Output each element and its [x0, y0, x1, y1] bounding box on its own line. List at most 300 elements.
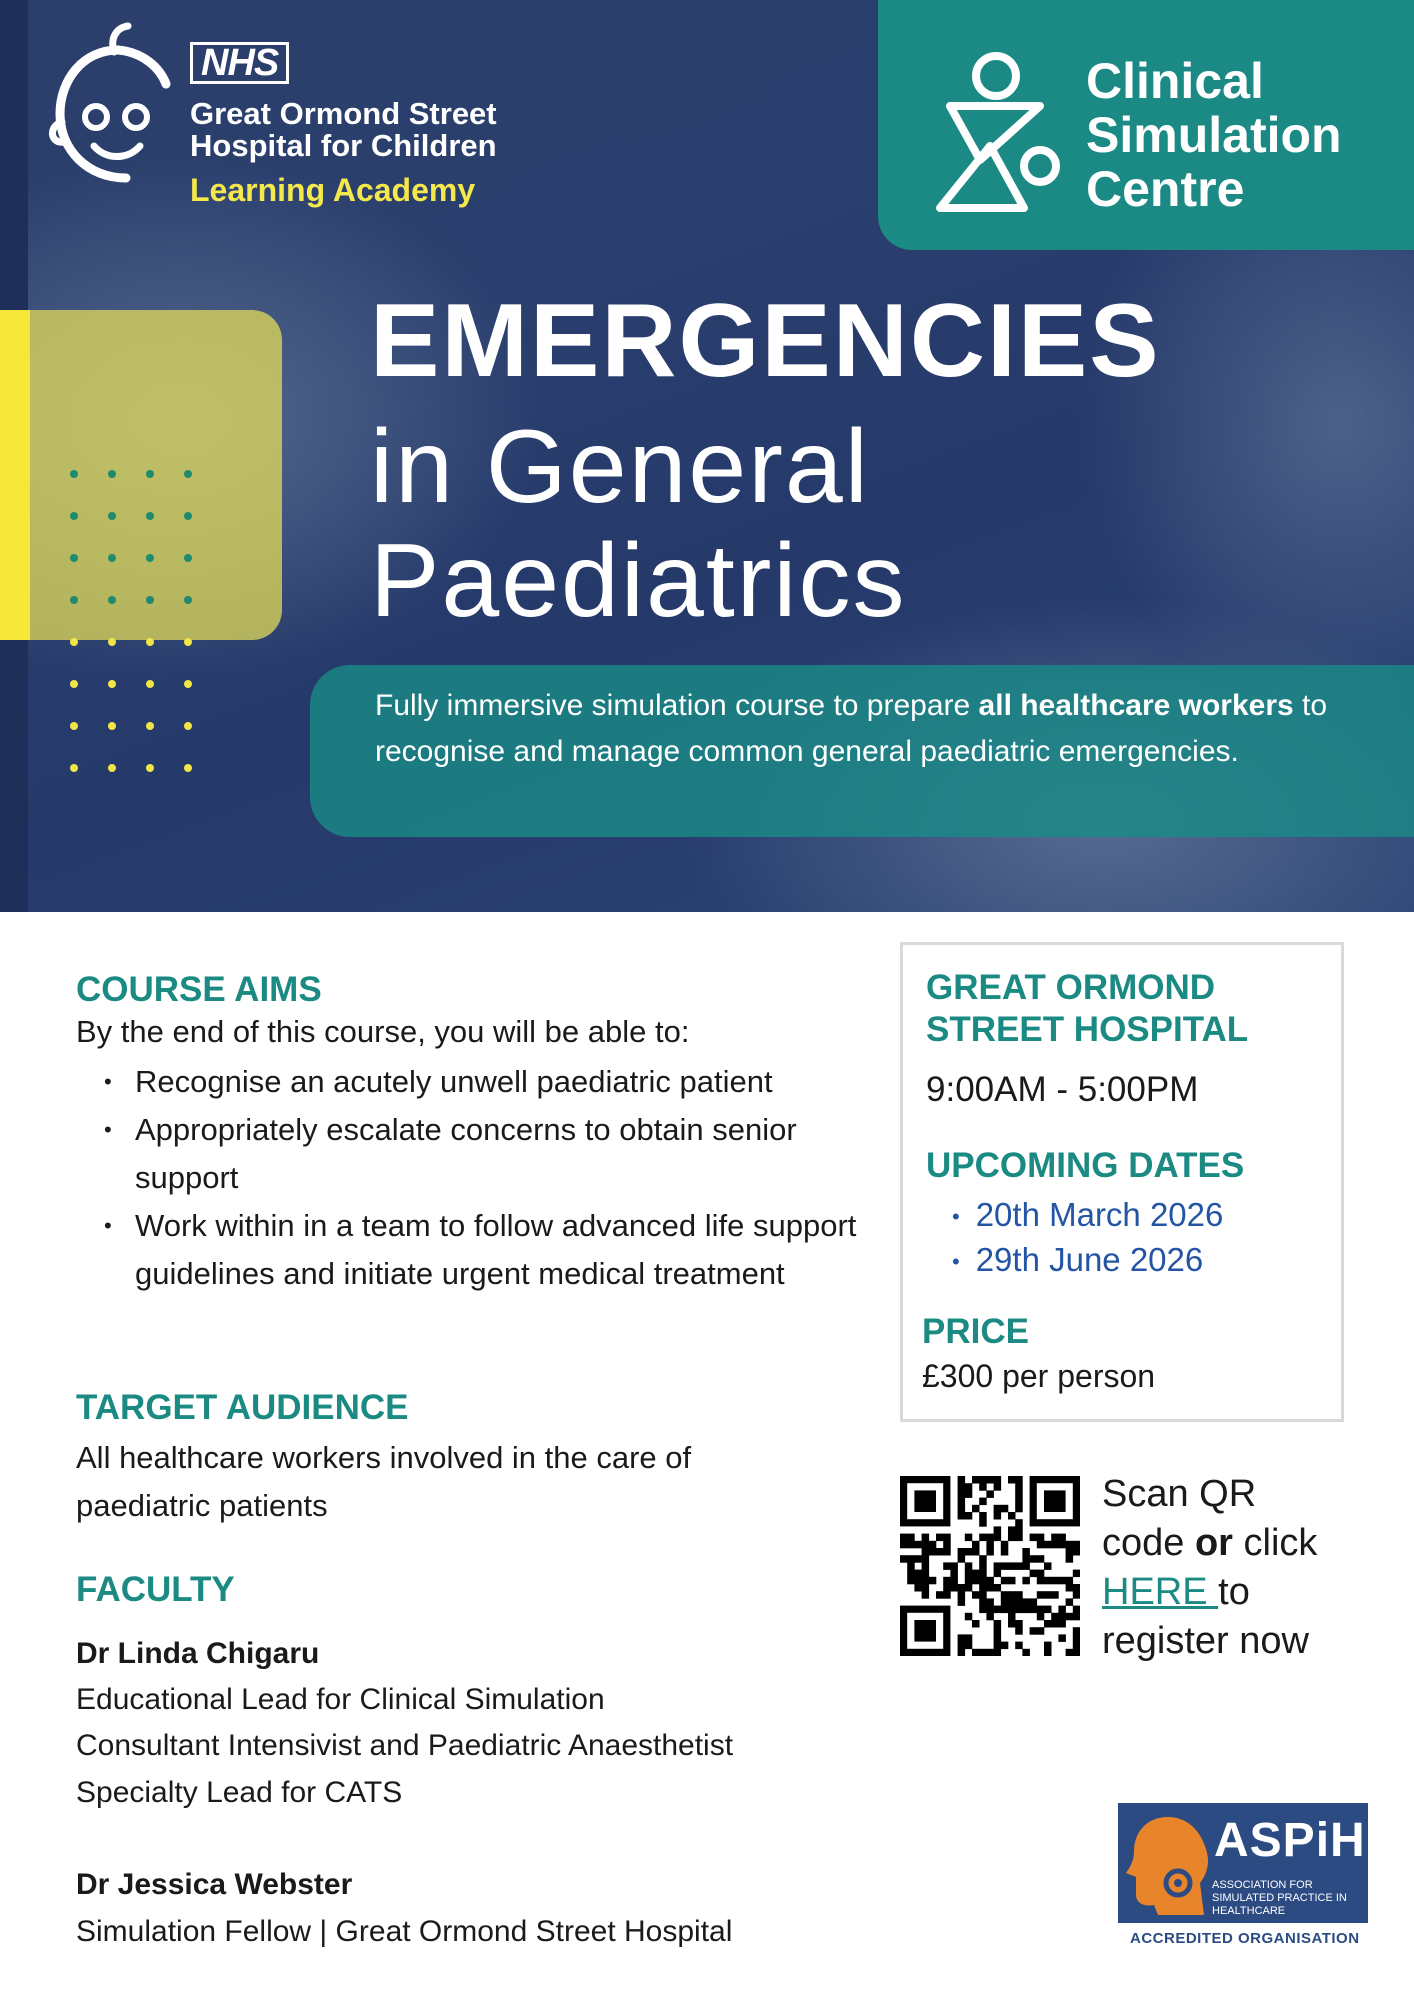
decorative-dot: [146, 722, 154, 730]
qr-module: [907, 1570, 915, 1578]
qr-module: [1044, 1562, 1052, 1570]
qr-module: [1066, 1548, 1074, 1556]
qr-module: [1015, 1591, 1023, 1599]
aspih-name: ASPiH: [1214, 1814, 1366, 1867]
qr-module: [1008, 1512, 1016, 1520]
decorative-dot: [70, 596, 78, 604]
qr-module: [994, 1642, 1002, 1650]
target-audience-heading: TARGET AUDIENCE: [76, 1388, 409, 1427]
decorative-dot: [70, 680, 78, 688]
qr-module: [965, 1634, 973, 1642]
qr-module: [994, 1620, 1002, 1628]
qr-module: [936, 1548, 944, 1556]
decorative-dot: [146, 554, 154, 562]
qr-module: [922, 1591, 930, 1599]
qr-module: [994, 1476, 1002, 1484]
qr-module: [1073, 1584, 1080, 1592]
decorative-dot: [108, 596, 116, 604]
qr-module: [994, 1627, 1002, 1635]
qr-module: [1015, 1476, 1023, 1484]
qr-module: [965, 1613, 973, 1621]
qr-module: [972, 1476, 980, 1484]
qr-module: [943, 1548, 951, 1556]
aim-text: Work within in a team to follow advanced life support guidelines and initiate urgent medical treatment: [135, 1208, 857, 1291]
register-call-to-action: [1102, 1470, 1362, 1666]
qr-module: [1001, 1577, 1009, 1585]
qr-module: [1066, 1649, 1074, 1656]
qr-module: [1015, 1534, 1023, 1542]
qr-module: [1051, 1577, 1059, 1585]
qr-module: [1015, 1490, 1023, 1498]
qr-module: [936, 1534, 944, 1542]
qr-module: [972, 1620, 980, 1628]
qr-module: [986, 1490, 994, 1498]
list-item: • Recognise an acutely unwell paediatric patient: [104, 1064, 773, 1099]
decorative-dot: [108, 512, 116, 520]
qr-module: [1008, 1534, 1016, 1542]
qr-module: [958, 1598, 966, 1606]
qr-module: [1022, 1598, 1030, 1606]
qr-module: [1066, 1577, 1074, 1585]
qr-module: [1037, 1627, 1045, 1635]
qr-module: [900, 1534, 908, 1542]
qr-module: [1073, 1613, 1080, 1621]
decorative-dot: [184, 764, 192, 772]
qr-module: [914, 1541, 922, 1549]
qr-module: [950, 1584, 958, 1592]
qr-module: [986, 1541, 994, 1549]
qr-module: [979, 1534, 987, 1542]
decorative-dot: [184, 470, 192, 478]
qr-module: [1058, 1541, 1066, 1549]
qr-module: [986, 1584, 994, 1592]
qr-module: [979, 1512, 987, 1520]
faculty-role: Educational Lead for Clinical Simulation: [76, 1683, 605, 1716]
qr-module: [1051, 1534, 1059, 1542]
qr-module: [1044, 1541, 1052, 1549]
qr-module: [972, 1505, 980, 1513]
decorative-dot: [146, 680, 154, 688]
decorative-dot: [108, 764, 116, 772]
qr-module: [958, 1642, 966, 1650]
qr-module: [1066, 1541, 1074, 1549]
qr-module: [922, 1570, 930, 1578]
qr-module: [943, 1562, 951, 1570]
qr-module: [994, 1634, 1002, 1642]
qr-module: [950, 1562, 958, 1570]
decorative-dot: [184, 596, 192, 604]
date-text: 29th June 2026: [975, 1241, 1204, 1278]
qr-module: [994, 1584, 1002, 1592]
qr-module: [1030, 1598, 1038, 1606]
target-audience-text: All healthcare workers involved in the care of paediatric patients: [76, 1440, 692, 1523]
register-line4: register now: [1102, 1620, 1309, 1662]
intro-text-end: to recognise and manage common general paediatric emergencies.: [375, 689, 1328, 768]
qr-module: [965, 1577, 973, 1585]
qr-module: [979, 1584, 987, 1592]
qr-module: [943, 1534, 951, 1542]
org-name-line1: Great Ormond Street: [190, 96, 497, 131]
qr-module: [979, 1577, 987, 1585]
date-item: • 20th March 2026: [952, 1196, 1224, 1233]
qr-module: [979, 1562, 987, 1570]
qr-module: [1022, 1577, 1030, 1585]
aspih-subtitle: ASSOCIATION FOR SIMULATED PRACTICE IN HEALTHCARE: [1212, 1879, 1347, 1917]
faculty-heading: FACULTY: [76, 1570, 235, 1609]
qr-module: [1073, 1649, 1080, 1656]
qr-module: [965, 1534, 973, 1542]
qr-module: [994, 1526, 1002, 1534]
course-aims-heading: COURSE AIMS: [76, 970, 322, 1009]
qr-module: [979, 1519, 987, 1527]
qr-module: [929, 1541, 937, 1549]
qr-module: [1022, 1548, 1030, 1556]
qr-module: [958, 1584, 966, 1592]
faculty-member-name: Dr Jessica Webster: [76, 1868, 353, 1901]
qr-module: [1001, 1642, 1009, 1650]
qr-module: [1037, 1555, 1045, 1563]
qr-module: [979, 1570, 987, 1578]
decorative-dot: [184, 554, 192, 562]
qr-module: [965, 1483, 973, 1491]
clinical-simulation-centre-logo: [878, 0, 1414, 250]
qr-module: [979, 1649, 987, 1656]
qr-finder-center: [914, 1620, 936, 1642]
aspih-head-gear-icon: [1124, 1811, 1210, 1917]
course-title-line2: in General: [370, 409, 870, 525]
qr-module: [1015, 1562, 1023, 1570]
venue-line1: GREAT ORMOND: [926, 968, 1216, 1007]
qr-module: [1001, 1505, 1009, 1513]
decorative-dot: [108, 680, 116, 688]
qr-module: [1022, 1562, 1030, 1570]
hero-banner: [0, 0, 1414, 912]
decorative-dot: [146, 512, 154, 520]
qr-module: [965, 1584, 973, 1592]
course-aims-intro: By the end of this course, you will be able to:: [76, 1014, 690, 1049]
aim-text: Recognise an acutely unwell paediatric patient: [135, 1064, 773, 1099]
decorative-dot: [146, 764, 154, 772]
qr-module: [979, 1483, 987, 1491]
decorative-dot: [70, 554, 78, 562]
qr-module: [1051, 1620, 1059, 1628]
qr-module: [958, 1591, 966, 1599]
qr-module: [1058, 1577, 1066, 1585]
qr-module: [1008, 1526, 1016, 1534]
intro-text-start: Fully immersive simulation course to prepare: [375, 689, 979, 722]
register-or: or: [1194, 1522, 1233, 1564]
decorative-dot: [108, 554, 116, 562]
qr-module: [936, 1591, 944, 1599]
qr-module: [1008, 1613, 1016, 1621]
qr-module: [1044, 1649, 1052, 1656]
qr-module: [1073, 1606, 1080, 1614]
qr-module: [914, 1570, 922, 1578]
qr-module: [958, 1555, 966, 1563]
qr-module: [958, 1649, 966, 1656]
qr-module: [972, 1649, 980, 1656]
qr-module: [943, 1584, 951, 1592]
centre-name-line2: Simulation: [1086, 107, 1342, 163]
qr-module: [972, 1541, 980, 1549]
decorative-dot: [70, 470, 78, 478]
qr-module: [1037, 1613, 1045, 1621]
qr-module: [1073, 1634, 1080, 1642]
qr-module: [1073, 1541, 1080, 1549]
qr-module: [979, 1606, 987, 1614]
qr-module: [1058, 1534, 1066, 1542]
simulation-figure-icon: [928, 50, 1068, 220]
gosh-logo: [48, 22, 528, 212]
decorative-dot: [184, 680, 192, 688]
qr-module: [929, 1577, 937, 1585]
qr-module: [958, 1476, 966, 1484]
qr-module: [986, 1577, 994, 1585]
register-text: code: [1102, 1522, 1195, 1564]
qr-module: [986, 1548, 994, 1556]
qr-module: [1001, 1606, 1009, 1614]
qr-module: [1044, 1606, 1052, 1614]
qr-module: [1001, 1598, 1009, 1606]
register-line2: [1102, 1519, 1362, 1568]
qr-module: [1073, 1642, 1080, 1650]
qr-module: [907, 1577, 915, 1585]
qr-module: [1015, 1627, 1023, 1635]
course-title-line1: EMERGENCIES: [370, 283, 1161, 399]
register-here-link[interactable]: HERE: [1102, 1571, 1219, 1613]
qr-module: [907, 1534, 915, 1542]
price-heading: PRICE: [922, 1312, 1029, 1351]
qr-module: [994, 1562, 1002, 1570]
qr-module: [965, 1642, 973, 1650]
qr-module: [979, 1598, 987, 1606]
register-text: to: [1218, 1571, 1250, 1613]
qr-module: [907, 1562, 915, 1570]
qr-module: [1008, 1598, 1016, 1606]
qr-module: [979, 1476, 987, 1484]
decorative-dot: [146, 638, 154, 646]
qr-module: [1030, 1627, 1038, 1635]
course-aims-list: [100, 1058, 860, 1298]
qr-module: [1015, 1483, 1023, 1491]
qr-module: [1022, 1649, 1030, 1656]
qr-module: [1058, 1634, 1066, 1642]
qr-module: [1015, 1505, 1023, 1513]
qr-module: [914, 1555, 922, 1563]
org-name-line2: Hospital for Children: [190, 128, 497, 163]
aspih-logo: [1118, 1803, 1368, 1923]
qr-finder-center: [1044, 1490, 1066, 1512]
qr-module: [1037, 1570, 1045, 1578]
qr-module: [1022, 1555, 1030, 1563]
qr-module: [1008, 1577, 1016, 1585]
decorative-dot: [184, 512, 192, 520]
qr-module: [994, 1534, 1002, 1542]
qr-module: [1015, 1526, 1023, 1534]
qr-module: [929, 1548, 937, 1556]
venue-line2: STREET HOSPITAL: [926, 1010, 1249, 1049]
qr-module: [994, 1505, 1002, 1513]
qr-module: [1001, 1562, 1009, 1570]
qr-module: [907, 1555, 915, 1563]
qr-module: [922, 1548, 930, 1556]
qr-module: [1066, 1613, 1074, 1621]
qr-module: [1008, 1476, 1016, 1484]
qr-module: [922, 1534, 930, 1542]
upcoming-dates-heading: UPCOMING DATES: [926, 1146, 1245, 1185]
gosh-child-face-icon: [48, 22, 178, 192]
date-text: 20th March 2026: [975, 1196, 1224, 1233]
qr-module: [1058, 1606, 1066, 1614]
qr-module: [1030, 1555, 1038, 1563]
qr-module: [965, 1512, 973, 1520]
qr-module: [1008, 1562, 1016, 1570]
accredited-organisation-label: ACCREDITED ORGANISATION: [1130, 1930, 1360, 1947]
clinical-simulation-centre-name: [1086, 54, 1342, 216]
qr-module: [986, 1598, 994, 1606]
qr-module: [965, 1548, 973, 1556]
qr-module: [1037, 1534, 1045, 1542]
qr-module: [1008, 1620, 1016, 1628]
faculty-role: Specialty Lead for CATS: [76, 1776, 403, 1809]
qr-module: [1073, 1548, 1080, 1556]
qr-module: [922, 1584, 930, 1592]
qr-module: [1051, 1541, 1059, 1549]
decorative-dot: [70, 722, 78, 730]
decorative-dot: [108, 470, 116, 478]
register-text: click: [1232, 1522, 1318, 1564]
qr-finder-center: [914, 1490, 936, 1512]
course-intro: [375, 683, 1375, 775]
qr-module: [1051, 1591, 1059, 1599]
qr-module: [979, 1591, 987, 1599]
qr-module: [914, 1584, 922, 1592]
qr-module: [1066, 1584, 1074, 1592]
faculty-role: Simulation Fellow | Great Ormond Street Hospital: [76, 1915, 733, 1948]
qr-module: [943, 1591, 951, 1599]
qr-module: [994, 1570, 1002, 1578]
qr-module: [1008, 1606, 1016, 1614]
intro-text-bold: all healthcare workers: [978, 689, 1294, 722]
qr-module: [1015, 1620, 1023, 1628]
qr-module: [1058, 1613, 1066, 1621]
decorative-dot: [146, 470, 154, 478]
registration-qr-code[interactable]: [900, 1476, 1080, 1656]
learning-academy-label: Learning Academy: [190, 172, 476, 208]
qr-module: [1073, 1627, 1080, 1635]
centre-name-line1: Clinical: [1086, 53, 1264, 109]
date-item: • 29th June 2026: [952, 1241, 1204, 1278]
qr-module: [1066, 1555, 1074, 1563]
register-line3: [1102, 1568, 1362, 1617]
list-item: • Appropriately escalate concerns to obtain senior support: [104, 1112, 797, 1195]
qr-module: [1037, 1541, 1045, 1549]
decorative-dot-grid: [70, 470, 220, 800]
qr-module: [1044, 1577, 1052, 1585]
qr-module: [986, 1476, 994, 1484]
qr-module: [986, 1613, 994, 1621]
price-text: £300 per person: [922, 1358, 1156, 1394]
qr-module: [1044, 1591, 1052, 1599]
decorative-dot: [70, 764, 78, 772]
qr-module: [900, 1541, 908, 1549]
qr-module: [922, 1541, 930, 1549]
qr-module: [994, 1512, 1002, 1520]
qr-module: [1030, 1534, 1038, 1542]
decorative-dot: [108, 638, 116, 646]
qr-module: [922, 1555, 930, 1563]
qr-module: [900, 1555, 908, 1563]
qr-module: [943, 1541, 951, 1549]
qr-module: [1015, 1642, 1023, 1650]
decorative-dot: [184, 638, 192, 646]
aim-text: Appropriately escalate concerns to obtain senior support: [135, 1112, 797, 1195]
qr-module: [958, 1498, 966, 1506]
qr-module: [958, 1483, 966, 1491]
qr-module: [979, 1555, 987, 1563]
nhs-badge: NHS: [190, 42, 289, 84]
qr-module: [1051, 1613, 1059, 1621]
qr-module: [943, 1577, 951, 1585]
qr-module: [958, 1634, 966, 1642]
qr-module: [958, 1548, 966, 1556]
qr-module: [1037, 1606, 1045, 1614]
qr-module: [914, 1577, 922, 1585]
qr-module: [1001, 1591, 1009, 1599]
qr-module: [1037, 1577, 1045, 1585]
qr-module: [958, 1505, 966, 1513]
qr-module: [994, 1606, 1002, 1614]
qr-module: [1037, 1591, 1045, 1599]
qr-module: [994, 1483, 1002, 1491]
qr-module: [1001, 1548, 1009, 1556]
qr-module: [1073, 1591, 1080, 1599]
qr-module: [965, 1562, 973, 1570]
decorative-dot: [70, 638, 78, 646]
faculty-member-name: Dr Linda Chigaru: [76, 1637, 320, 1670]
qr-module: [1073, 1570, 1080, 1578]
qr-module: [1030, 1570, 1038, 1578]
qr-module: [958, 1490, 966, 1498]
qr-module: [972, 1591, 980, 1599]
qr-module: [1001, 1541, 1009, 1549]
qr-module: [922, 1562, 930, 1570]
qr-module: [1015, 1598, 1023, 1606]
qr-module: [1030, 1606, 1038, 1614]
qr-module: [1066, 1598, 1074, 1606]
list-item: • Work within in a team to follow advanced life support guidelines and initiate urgent medical treatment: [104, 1208, 857, 1291]
qr-module: [1008, 1591, 1016, 1599]
decorative-dot: [70, 512, 78, 520]
qr-module: [972, 1548, 980, 1556]
qr-module: [1015, 1498, 1023, 1506]
hero-yellow-stripe: [0, 310, 30, 640]
qr-module: [1015, 1606, 1023, 1614]
course-time: 9:00AM - 5:00PM: [926, 1070, 1199, 1109]
centre-name-line3: Centre: [1086, 161, 1245, 217]
qr-module: [1044, 1642, 1052, 1650]
qr-module: [950, 1577, 958, 1585]
qr-module: [1015, 1519, 1023, 1527]
qr-module: [950, 1570, 958, 1578]
qr-module: [1044, 1620, 1052, 1628]
qr-module: [965, 1490, 973, 1498]
faculty-role: Consultant Intensivist and Paediatric Anaesthetist: [76, 1729, 734, 1762]
course-title-line3: Paediatrics: [370, 523, 907, 639]
decorative-dot: [184, 722, 192, 730]
qr-module: [907, 1541, 915, 1549]
qr-module: [986, 1649, 994, 1656]
